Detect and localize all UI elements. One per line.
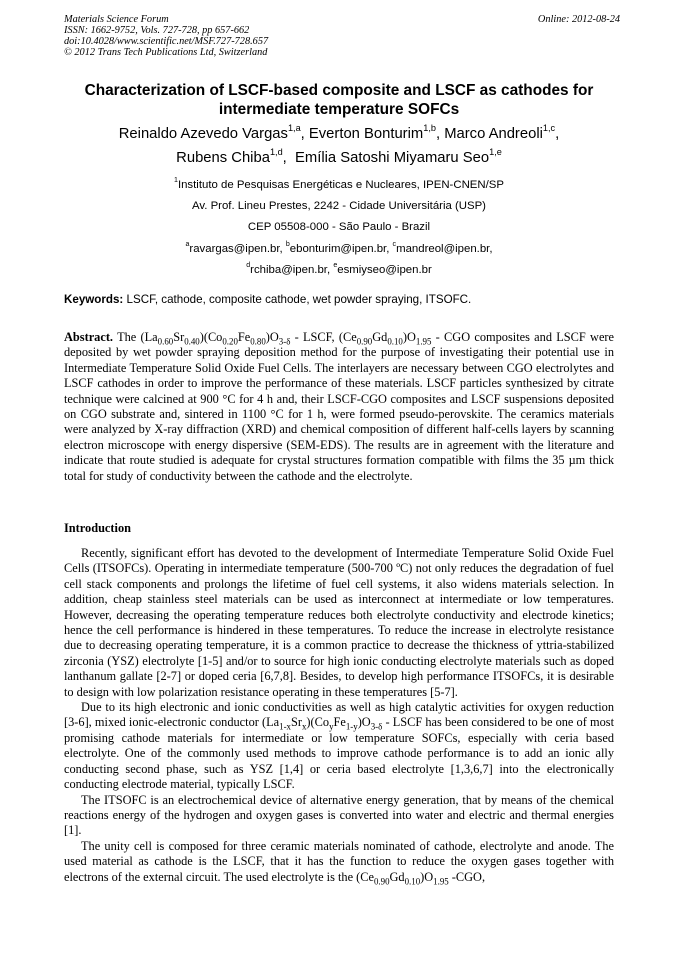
abstract-label: Abstract. [64,330,114,344]
paragraph: Due to its high electronic and ionic conductivities as well as high catalytic activities for oxygen reduction [3-6], mixed ionic-electronic conductor $(La_{1-x}Sr_x)(Co_yFe_{1-y})O_{3-\delta}$ - LSCF has been considered to be one of most promising cathode materials for intermediate or low temperature SOFCs, especially with ceria based electrolyte. One of the commonly used methods to improve cathode performance is to add an ionic ally conducting second phase, such as YSZ [1,4] or ceria based electrolyte [1,3,6,7] into the electronically conducting electrode material, typically LSCF. [64,700,614,792]
author-name: Emília Satoshi Miyamaru Seo [295,150,490,166]
paragraph: Recently, significant effort has devoted to the development of Intermediate Temperature Solid Oxide Fuel Cells (ITSOFCs). Operating in intermediate temperature (500-700 ºC) not only reduces the degradation of fuel cell stack components and prolongs the lifetime of fuel cell systems, it also widens materials selection. In addition, cheap stainless steel materials can be used as interconnect at intermediate or low temperatures. However, decreasing the operating temperature reduces both electrolyte conductivity and electrode kinetics; hence the cell performance is hindered in these temperatures. To reduce the increase in electrolyte resistance due to decreasing operating temperature, it is a common practice to decrease the thickness of yttria-stabilized zirconia (YSZ) electrolyte [1-5] and/or to source for high ionic conducting electrolyte materials such as doped lanthanum gallate [2-7] or doped ceria [6,7,8]. Besides, to develop high performance ITSOFCs, it is desirable to design with low polarization resistance operating in these temperatures [5-7]. [64,546,614,699]
paragraph: The unity cell is composed for three ceramic materials nominated of cathode, electrolyte and anode. The used material as cathode is the LSCF, that it has the function to reduce the oxygen gases together with electrons of the external circuit. The used electrolyte is the $(Ce_{0.90}Gd_{0.10})O_{1.95}$ -CGO, [64,838,614,886]
doi-line: doi:10.4028/www.scientific.net/MSF.727-728.657 [64,36,269,47]
copyright-line: © 2012 Trans Tech Publications Ltd, Switzerland [64,47,268,58]
affiliation-block [64,175,614,281]
keywords [64,292,620,307]
affiliation-institute: $^1$Instituto de Pesquisas Energéticas e Nucleares, IPEN-CNEN/SP [174,177,504,191]
email-line-2: $^d$rchiba@ipen.br, $^e$esmiyseo@ipen.br [246,261,432,276]
email-line-1: $^a$ravargas@ipen.br, $^b$ebonturim@ipen.br, $^c$mandreol@ipen.br, [185,240,493,255]
abstract: Abstract. The $(La_{0.60}Sr_{0.40})(Co_{0.20}Fe_{0.80})O_{3-\delta}$ - LSCF, $(Ce_{0.90}Gd_{0.10})O_{1.95}$ - CGO composites and LSCF were deposited by wet powder spraying deposition method for the purpose of investigating their potential use in Intermediate Temperature Solid Oxide Fuel Cells. The interlayers are necessary between CGO electrolytes and LSCF cathodes in order to improve the performance of these materials. LSCF particles synthesized by citrate technique were calcined at 900 °C for 4 h and, their LSCF-CGO composites and LSCF suspensions deposited on CGO substrate and, sintered in 1100 °C for 1 h, were formed pseudo-perovskite. The ceramics materials were analyzed by X-ray diffraction (XRD) and chemical composition of different half-cells layers by scanning electron microscope with energy dispersive (SEM-EDS). The results are in agreement with the literature and indicate that route studied is adequate for crystal structures formation compatible with films the 35 µm thick total for study of conductivity between the cathode and the electrolyte. [64,330,615,483]
email-link[interactable]: ebonturim@ipen.br [289,242,387,255]
email-link[interactable]: ravargas@ipen.br [189,242,280,255]
keywords-text: LSCF, cathode, composite cathode, wet powder spraying, ITSOFC. [126,293,472,306]
introduction-body [64,546,614,885]
keywords-label: Keywords: [64,293,124,306]
email-link[interactable]: rchiba@ipen.br [250,263,327,276]
abstract-text: - CGO composites and LSCF were deposited by wet powder spraying deposition method for the purpose of investigating their potential use in Intermediate Temperature Solid Oxide Fuel Cells. The interlayers are necessary between CGO electrolytes and LSCF cathodes in order to improve the performance of these materials. LSCF particles synthesized by citrate technique were calcined at 900 °C for 4 h and, their LSCF-CGO composites and LSCF suspensions deposited on CGO substrate and, sintered in 1100 °C for 1 h, were formed pseudo-perovskite. The ceramics materials were analyzed by X-ray diffraction (XRD) and chemical composition of different half-cells layers by scanning electron microscope with energy dispersive (SEM-EDS). The results are in agreement with the literature and indicate that route studied is adequate for crystal structures formation compatible with films the 35 µm thick total for study of conductivity between the cathode and the electrolyte. [64,330,615,483]
author-affil-mark: 1,e [489,146,502,157]
journal-header [64,14,620,58]
paragraph: The ITSOFC is an electrochemical device of alternative energy generation, that by means of the chemical reactions energy of the hydrogen and oxygen gases is converted into water and electric and thermal energies [1]. [64,792,614,838]
author-name: Marco Andreoli [444,126,543,142]
author-name: Rubens Chiba [176,150,270,166]
author-affil-mark: 1,c [542,122,556,133]
email-link[interactable]: esmiyseo@ipen.br [337,263,432,276]
paper-title: Characterization of LSCF-based composite and LSCF as cathodes for intermediate temperature SOFCs [84,82,594,118]
affiliation-postcode: CEP 05508-000 - São Paulo - Brazil [247,221,431,234]
issn-line: ISSN: 1662-9752, Vols. 727-728, pp 657-662 [64,25,250,36]
author-name: Everton Bonturim [308,126,424,142]
email-link[interactable]: mandreol@ipen.br [396,242,490,255]
journal-name: Materials Science Forum [64,14,169,25]
author-name: Reinaldo Azevedo Vargas [118,126,288,142]
online-date: Online: 2012-08-24 [537,14,620,25]
author-affil-mark: 1,d [269,146,283,157]
section-heading: Introduction [64,521,131,535]
author-affil-mark: 1,a [287,122,301,133]
affiliation-address: Av. Prof. Lineu Prestes, 2242 - Cidade Universitária (USP) [192,200,486,213]
author-list: Reinaldo Azevedo Vargas$^{1,a}$, Everton Bonturim$^{1,b}$, Marco Andreoli$^{1,c}$, Rubens Chiba$^{1,d}$, Emília Satoshi Miyamaru Seo$^{1,e}$ [118,122,560,166]
author-affil-mark: 1,b [423,122,436,133]
